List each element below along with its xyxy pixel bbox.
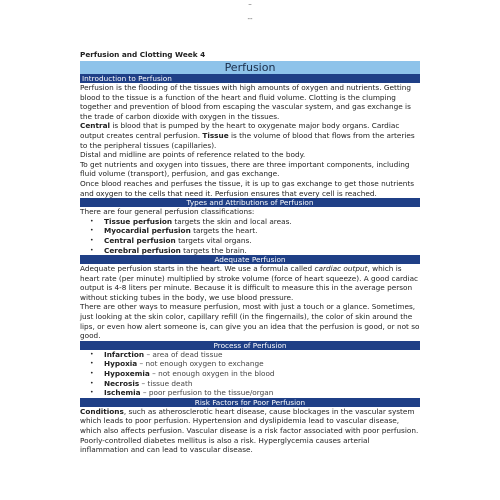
section-heading-adequate: Adequate Perfusion [80,255,420,264]
intro-paragraph-1: Perfusion is the flooding of the tissues with high amounts of oxygen and nutrients. Getting blood to the tissue is a function of the heart and fluid volume. Clotting is the clumping together and prevention of blood from escaping the vascular system, and gas exchange is the trade of carbon dioxide with oxygen in the tissues. [80,83,411,121]
section-heading-risk: Risk Factors for Poor Perfusion [80,398,420,407]
list-item: • Hypoxia – not enough oxygen to exchange [88,359,420,369]
intro-paragraph-4: To get nutrients and oxygen into tissues, there are three important components, including fluid volume (transport), perfusion, and gas exchange. [80,159,410,179]
header-mark-top: – [248,0,252,8]
list-item: • Central perfusion targets vital organs. [88,236,420,246]
list-item: • Cerebral perfusion targets the brain. [88,246,420,256]
types-list [80,217,420,255]
intro-paragraph-2: Central is blood that is pumped by the heart to oxygenate major body organs. Cardiac output creates central perfusion. Tissue is the volume of blood that flows from the arteries to the peripheral tissues (capillaries). [80,121,415,150]
document-body [80,50,420,455]
list-item: • Necrosis – tissue death [88,379,420,389]
term-tissue: Tissue [202,130,229,140]
term-conditions: Conditions [80,406,124,416]
section-heading-process: Process of Perfusion [80,341,420,350]
list-item: • Tissue perfusion targets the skin and local areas. [88,217,420,227]
intro-paragraph-3: Distal and midline are points of reference related to the body. [80,150,306,160]
process-list [80,350,420,398]
adequate-paragraph-1: Adequate perfusion starts in the heart. We use a formula called cardiac output, which is heart rate (per minute) multiplied by stroke volume (force of heart squeeze). A good cardiac output is 4-8 liters per minute. Because it is difficult to measure this in the average person without sticking tubes in the body, we use blood pressure. [80,264,419,302]
types-intro: There are four general perfusion classifications: [80,207,255,217]
section-heading-types: Types and Attributions of Perfusion [80,198,420,207]
risk-paragraph-1: Conditions, such as atherosclerotic heart disease, cause blockages in the vascular system which leads to poor perfusion. Hypertension and dyslipidemia lead to vascular disease, which also affects perfusion. Vascular disease is a risk factor associated with poor perfusion. Poorly-controlled diabetes mellitus is also a risk. Hyperglycemia causes arterial inflammation and can lead to vascular disease. [80,406,419,455]
term-cardiac-output: cardiac output [314,264,368,274]
intro-paragraph-5: Once blood reaches and perfuses the tissue, it is up to gas exchange to get those nutrients and oxygen to the cells that need it. Perfusion ensures that every cell is reached. [80,178,415,198]
adequate-paragraph-2: There are other ways to measure perfusion, most with just a touch or a glance. Sometimes, just looking at the skin color, capillary refill (in the fingernails), the color of skin around the lips, or even how alert someone is, can give you an idea that the perfusion is good, or not so good. [80,302,420,341]
list-item: • Hypoxemia – not enough oxygen in the blood [88,369,420,379]
page-banner: Perfusion [80,61,420,74]
document-title: Perfusion and Clotting Week 4 [80,50,206,59]
header-mark-bottom: -- [247,15,253,23]
list-item: • Infarction – area of dead tissue [88,350,420,360]
section-heading-intro: Introduction to Perfusion [80,74,420,83]
list-item: • Ischemia – poor perfusion to the tissue/organ [88,388,420,398]
term-central: Central [80,121,111,131]
list-item: • Myocardial perfusion targets the heart. [88,226,420,236]
